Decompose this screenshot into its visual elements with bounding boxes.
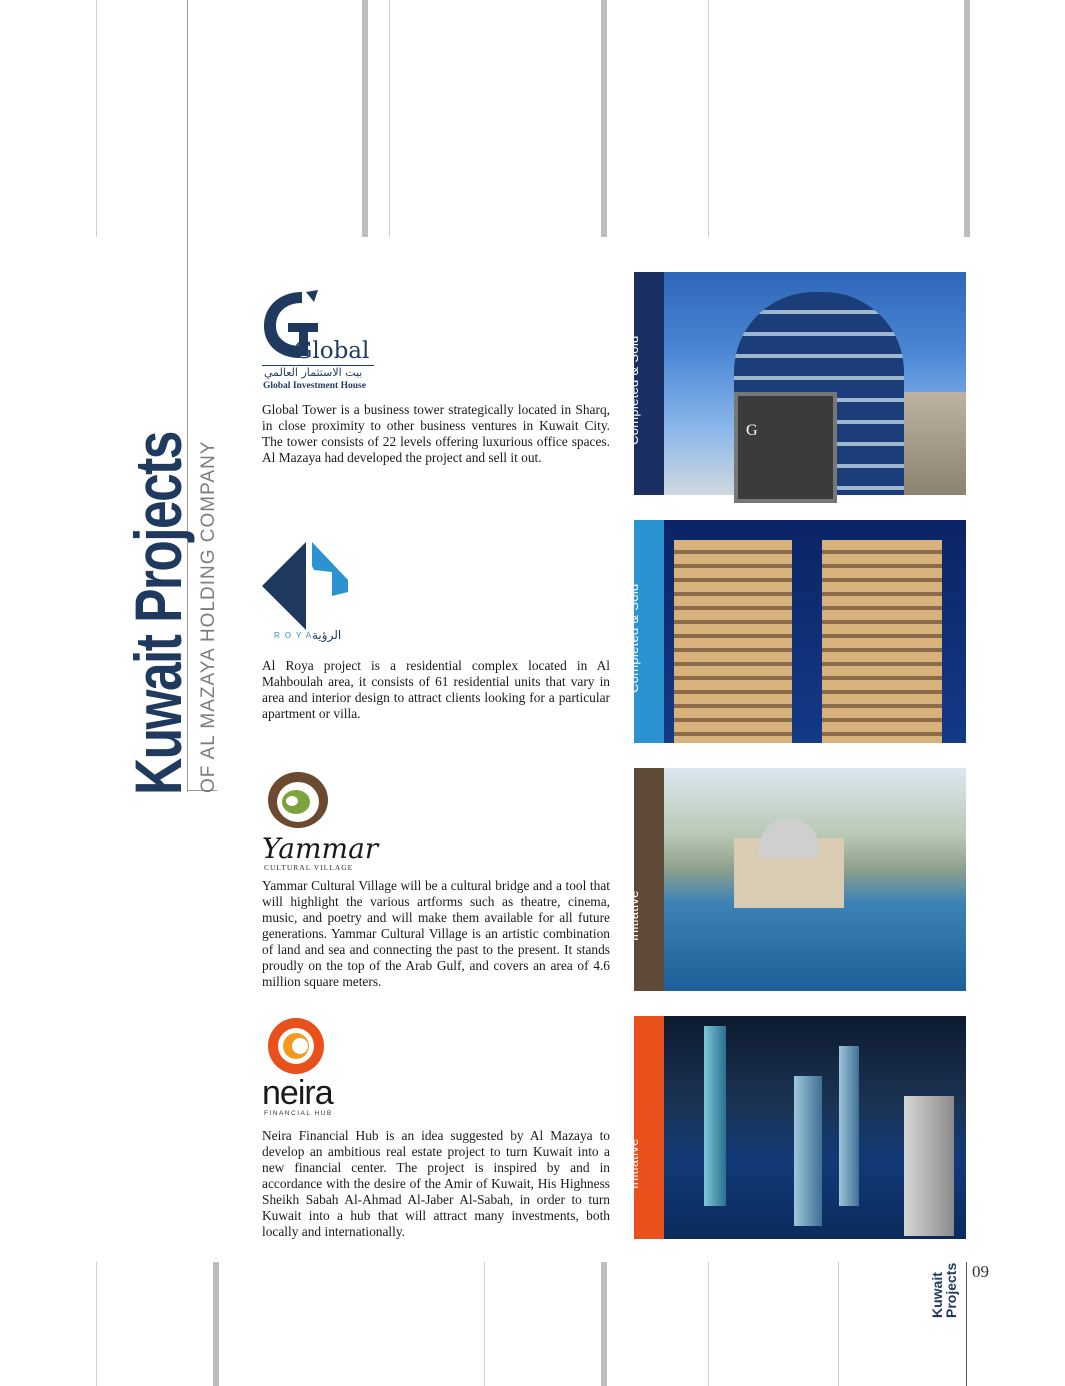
project-global: [262, 288, 610, 466]
divider: [708, 1262, 709, 1386]
footer-title-line: Projects: [943, 1262, 959, 1318]
project-description: Global Tower is a business tower strategically located in Sharq, in close proximity to other business ventures in Kuwait City. The tower consists of 22 levels offering luxurious office spaces. Al Mazaya had developed the project and sell it out.: [262, 402, 610, 465]
divider: [213, 1262, 219, 1386]
divider: [96, 0, 97, 237]
yammar-swirl-icon: [262, 768, 334, 836]
divider: [484, 1262, 485, 1386]
yammar-village-image: [664, 768, 966, 991]
status-band: [626, 768, 664, 991]
global-tower-image: G: [664, 272, 966, 495]
project-photo-yammar: [626, 768, 966, 991]
global-logo-name: Global: [294, 338, 370, 364]
project-photo-neira: [626, 1016, 966, 1239]
global-logo: [262, 288, 610, 400]
project-yammar: [262, 768, 610, 990]
divider: [838, 1262, 839, 1386]
footer-title: [930, 1263, 958, 1318]
global-logo-subtitle: Global Investment House: [263, 381, 366, 391]
neira-logo-subtitle: FINANCIAL HUB: [264, 1110, 333, 1117]
roya-diamond-icon: [262, 540, 352, 630]
page-title: Kuwait Projects: [121, 432, 195, 795]
project-description: Al Roya project is a residential complex located in Al Mahboulah area, it consists of 61 residential units that vary in area and interior design to attract clients looking for a particular apartment or villa.: [262, 658, 610, 721]
global-logo-arabic: بيت الاستثمار العالمي: [264, 366, 363, 379]
project-photo-global: [626, 272, 966, 495]
neira-hub-image: [664, 1016, 966, 1239]
divider: [708, 0, 709, 237]
project-description: Yammar Cultural Village will be a cultural bridge and a tool that will highlight the various artforms such as theatre, cinema, music, and poetry and will make them available for all future generations. Yammar Cultural Village is an artistic combination of land and sea and connecting the past to the present. It stands proudly on the top of the Arab Gulf, and covers an area of 4.6 million square meters.: [262, 878, 610, 989]
divider: [964, 0, 970, 237]
yammar-logo-name: Yammar: [262, 832, 379, 865]
status-label: Completed & Sold: [626, 335, 641, 445]
status-label: Initiative: [626, 1138, 641, 1189]
footer-rule: [966, 1262, 967, 1386]
neira-circle-icon: [262, 1016, 328, 1076]
status-band: [626, 272, 664, 495]
status-band: [626, 520, 664, 743]
status-band: [626, 1016, 664, 1239]
neira-logo: [262, 1016, 610, 1128]
page-subtitle: OF AL MAZAYA HOLDING COMPANY: [198, 440, 219, 793]
roya-logo: [262, 540, 610, 658]
roya-logo-arabic: الرؤية: [312, 628, 342, 642]
divider: [601, 0, 607, 237]
divider: [601, 1262, 607, 1386]
project-photo-roya: [626, 520, 966, 743]
divider: [96, 1262, 97, 1386]
page-number: 09: [972, 1262, 989, 1281]
status-label: Initiative: [626, 890, 641, 941]
footer-title-line: Kuwait: [929, 1272, 945, 1318]
roya-logo-name: ROYA: [274, 631, 317, 640]
yammar-logo-subtitle: CULTURAL VILLAGE: [264, 863, 354, 872]
status-label: Completed & Sold: [626, 583, 641, 693]
project-neira: [262, 1016, 610, 1240]
roya-buildings-image: [664, 520, 966, 743]
divider: [362, 0, 368, 237]
project-description: Neira Financial Hub is an idea suggested by Al Mazaya to develop an ambitious real estate project to turn Kuwait into a new financial center. The project is inspired by and in accordance with the desire of the Amir of Kuwait, His Highness Sheikh Sabah Al-Ahmad Al-Jaber Al-Sabah, in order to turn Kuwait into a hub that will attract many investments, both locally and internationally.: [262, 1128, 610, 1239]
yammar-logo: [262, 768, 610, 878]
divider: [389, 0, 390, 237]
project-roya: [262, 540, 610, 722]
neira-logo-name: neira: [262, 1074, 333, 1112]
